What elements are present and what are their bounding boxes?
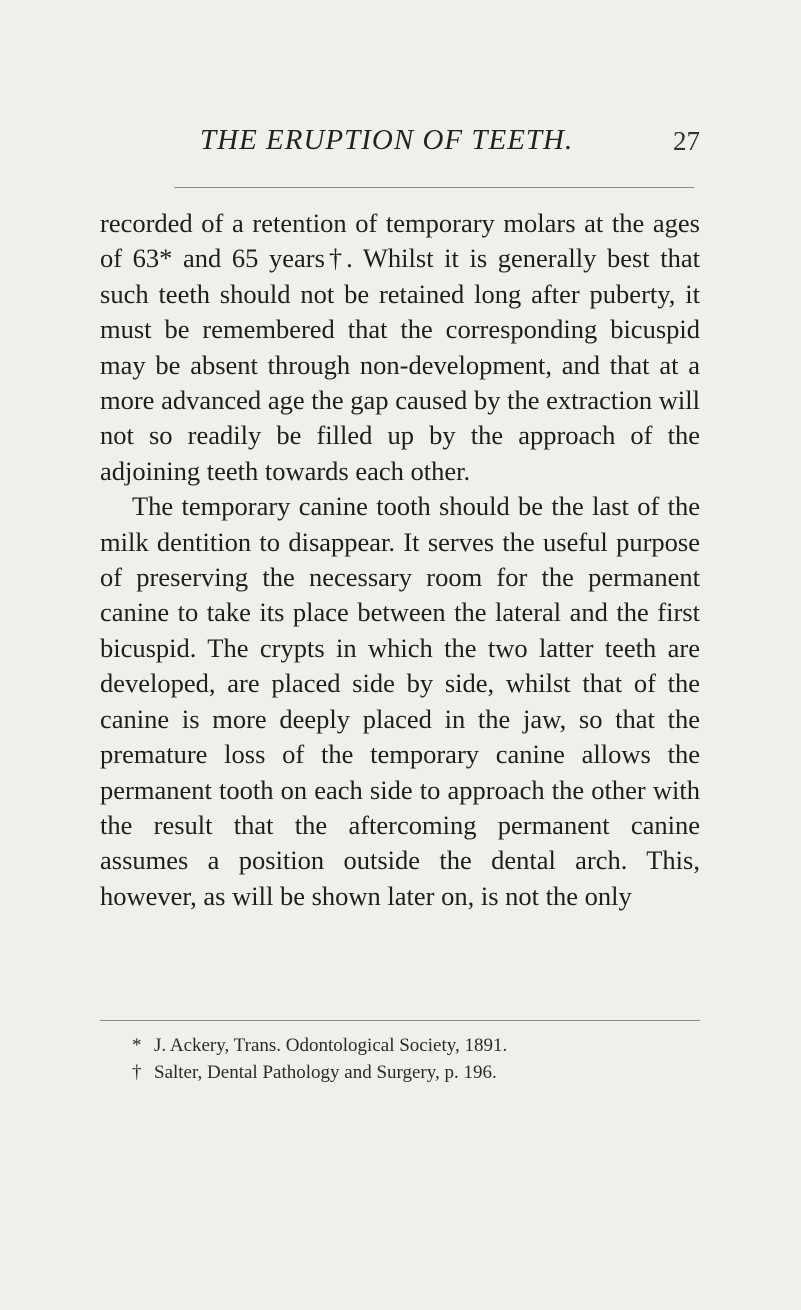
footnote-1-text: J. Ackery, Trans. Odontological Society, 1891. [154,1035,508,1056]
body-text [100,206,700,914]
page-number: 27 [673,126,700,156]
running-head-title: THE ERUPTION OF TEETH. [200,124,574,156]
footnote-2 [100,1059,700,1086]
header-rule [174,187,694,188]
running-head [100,124,700,164]
footnote-2-mark: † [132,1062,142,1083]
footnote-1-mark: * [132,1035,142,1056]
paragraph-1: recorded of a retention of temporary molars at the ages of 63* and 65 years†. Whilst it is generally best that such teeth should not be retained long after puberty, it must be remembered that the corresponding bicuspid may be absent through non-development, and that at a more advanced age the gap caused by the extraction will not so readily be filled up by the approach of the adjoining teeth towards each other. [100,208,700,486]
footnotes [100,1032,700,1086]
paragraph-2: The temporary canine tooth should be the last of the milk dentition to disappear. It serves the useful purpose of preserving the necessary room for the permanent canine to take its place between the lateral and the first bicuspid. The crypts in which the two latter teeth are developed, are placed side by side, whilst that of the canine is more deeply placed in the jaw, so that the premature loss of the temporary canine allows the permanent tooth on each side to approach the other with the result that the aftercoming permanent canine assumes a position outside the dental arch. This, however, as will be shown later on, is not the only [100,491,700,911]
footnote-1 [100,1032,700,1059]
footnote-2-text: Salter, Dental Pathology and Surgery, p. 196. [154,1062,497,1083]
footnote-rule [100,1020,700,1021]
